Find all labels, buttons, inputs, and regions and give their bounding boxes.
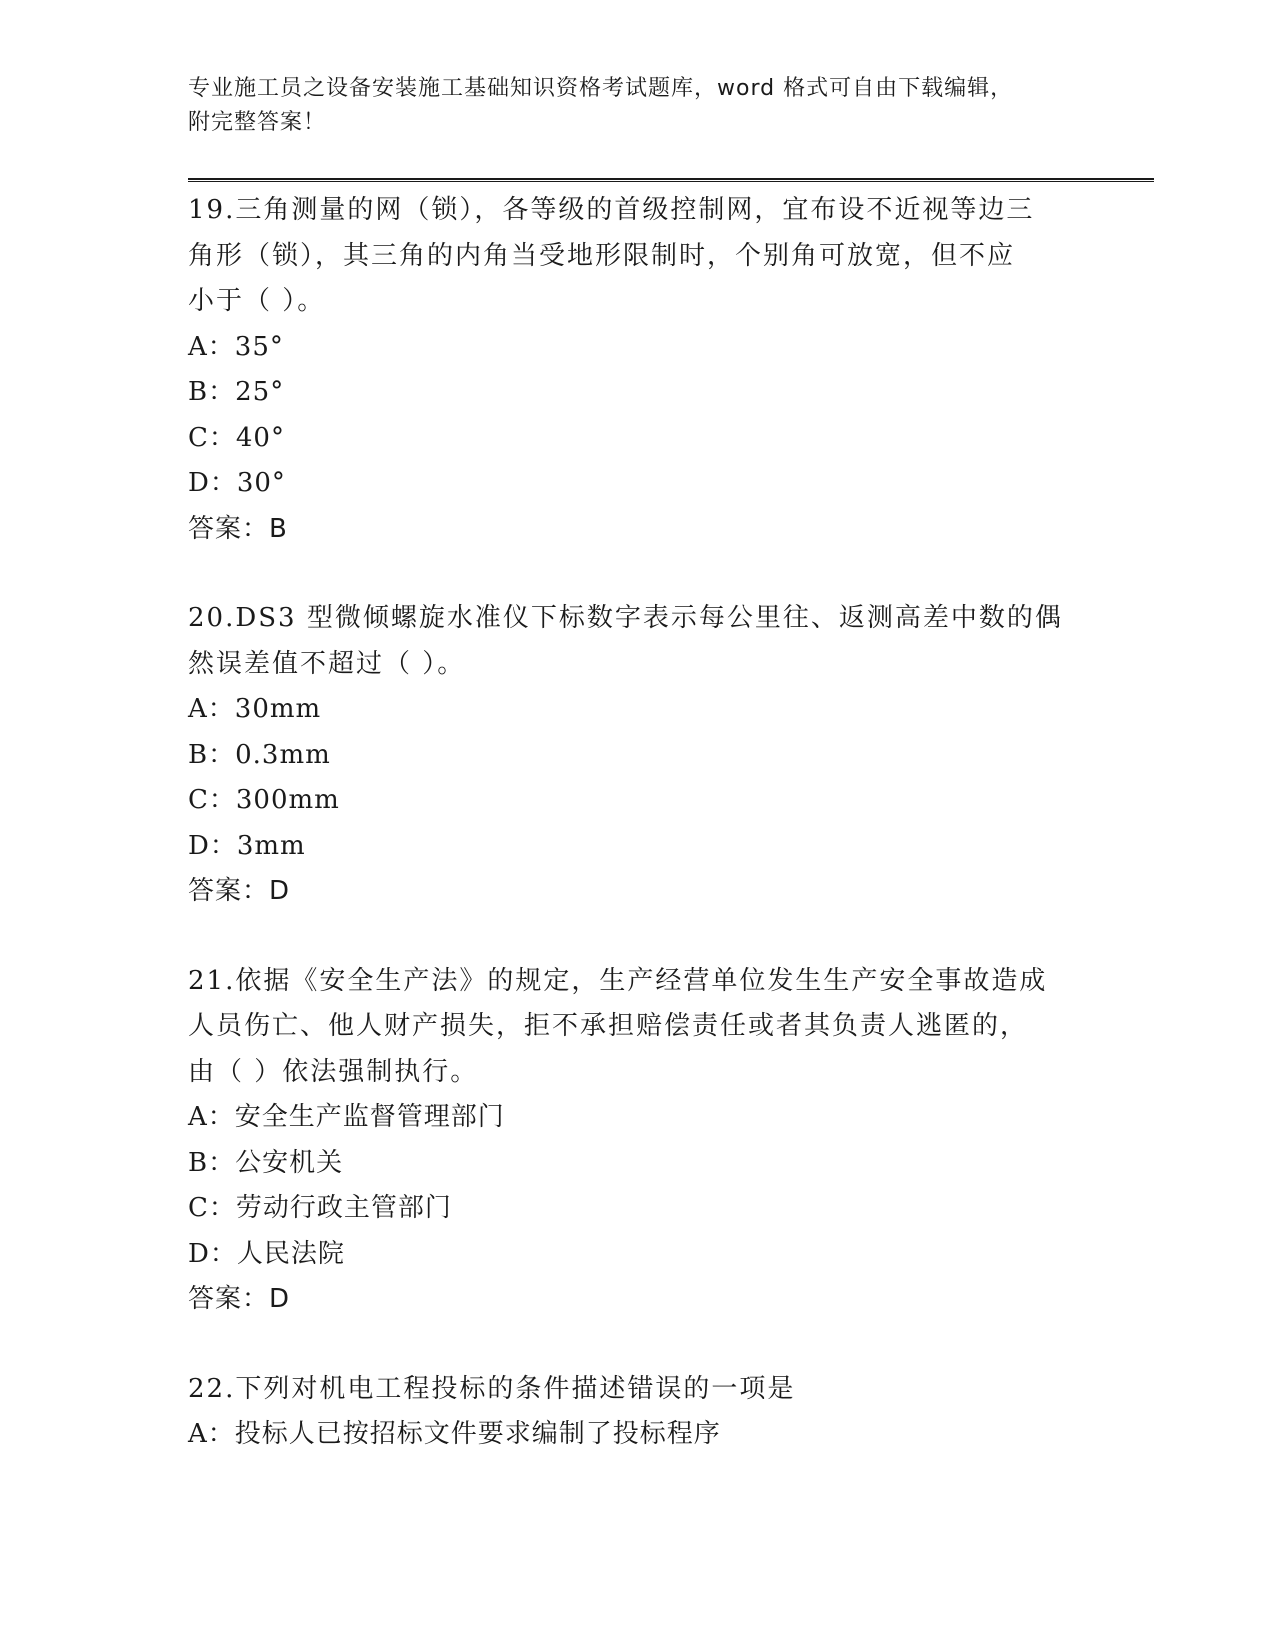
question-list xyxy=(188,188,1108,1458)
option-d: D：30° xyxy=(188,468,286,498)
option-a: A：安全生产监督管理部门 xyxy=(188,1102,505,1132)
question-text-line: 21.依据《安全生产法》的规定，生产经营单位发生生产安全事故造成 xyxy=(188,965,1048,996)
document-header xyxy=(188,72,1088,140)
question-20 xyxy=(188,596,1108,915)
option-b: B：公安机关 xyxy=(188,1147,344,1178)
option-a: A：30mm xyxy=(188,694,322,724)
answer: 答案：B xyxy=(188,513,288,544)
question-text-line: 然误差值不超过（ ）。 xyxy=(188,648,466,679)
option-d: D：人民法院 xyxy=(188,1238,345,1269)
question-19 xyxy=(188,188,1108,552)
option-b: B：0.3mm xyxy=(188,739,331,770)
option-d: D：3mm xyxy=(188,830,306,861)
question-text-line: 19.三角测量的网（锁），各等级的首级控制网，宜布设不近视等边三 xyxy=(188,195,1035,225)
option-a: A：35° xyxy=(188,331,284,362)
question-text-line: 角形（锁），其三角的内角当受地形限制时，个别角可放宽，但不应 xyxy=(188,240,1016,271)
question-22 xyxy=(188,1367,1108,1458)
header-divider xyxy=(188,178,1154,182)
answer: 答案：D xyxy=(188,876,291,906)
question-text-line: 人员伤亡、他人财产损失，拒不承担赔偿责任或者其负责人逃匿的， xyxy=(188,1011,1029,1041)
question-text-line: 小于（ ）。 xyxy=(188,286,326,316)
option-a: A：投标人已按招标文件要求编制了投标程序 xyxy=(188,1419,721,1449)
option-c: C：300mm xyxy=(188,785,340,815)
option-c: C：40° xyxy=(188,422,285,453)
answer: 答案：D xyxy=(188,1284,291,1314)
option-c: C：劳动行政主管部门 xyxy=(188,1193,452,1223)
option-b: B：25° xyxy=(188,377,285,407)
question-21 xyxy=(188,959,1108,1323)
header-line-1: 专业施工员之设备安装施工基础知识资格考试题库，word 格式可自由下载编辑， xyxy=(188,76,1014,101)
question-text-line: 20.DS3 型微倾螺旋水准仪下标数字表示每公里往、返测高差中数的偶 xyxy=(188,603,1063,633)
question-text-line: 22.下列对机电工程投标的条件描述错误的一项是 xyxy=(188,1373,796,1404)
question-text-line: 由（ ）依法强制执行。 xyxy=(188,1056,479,1087)
header-line-2: 附完整答案！ xyxy=(188,110,327,135)
